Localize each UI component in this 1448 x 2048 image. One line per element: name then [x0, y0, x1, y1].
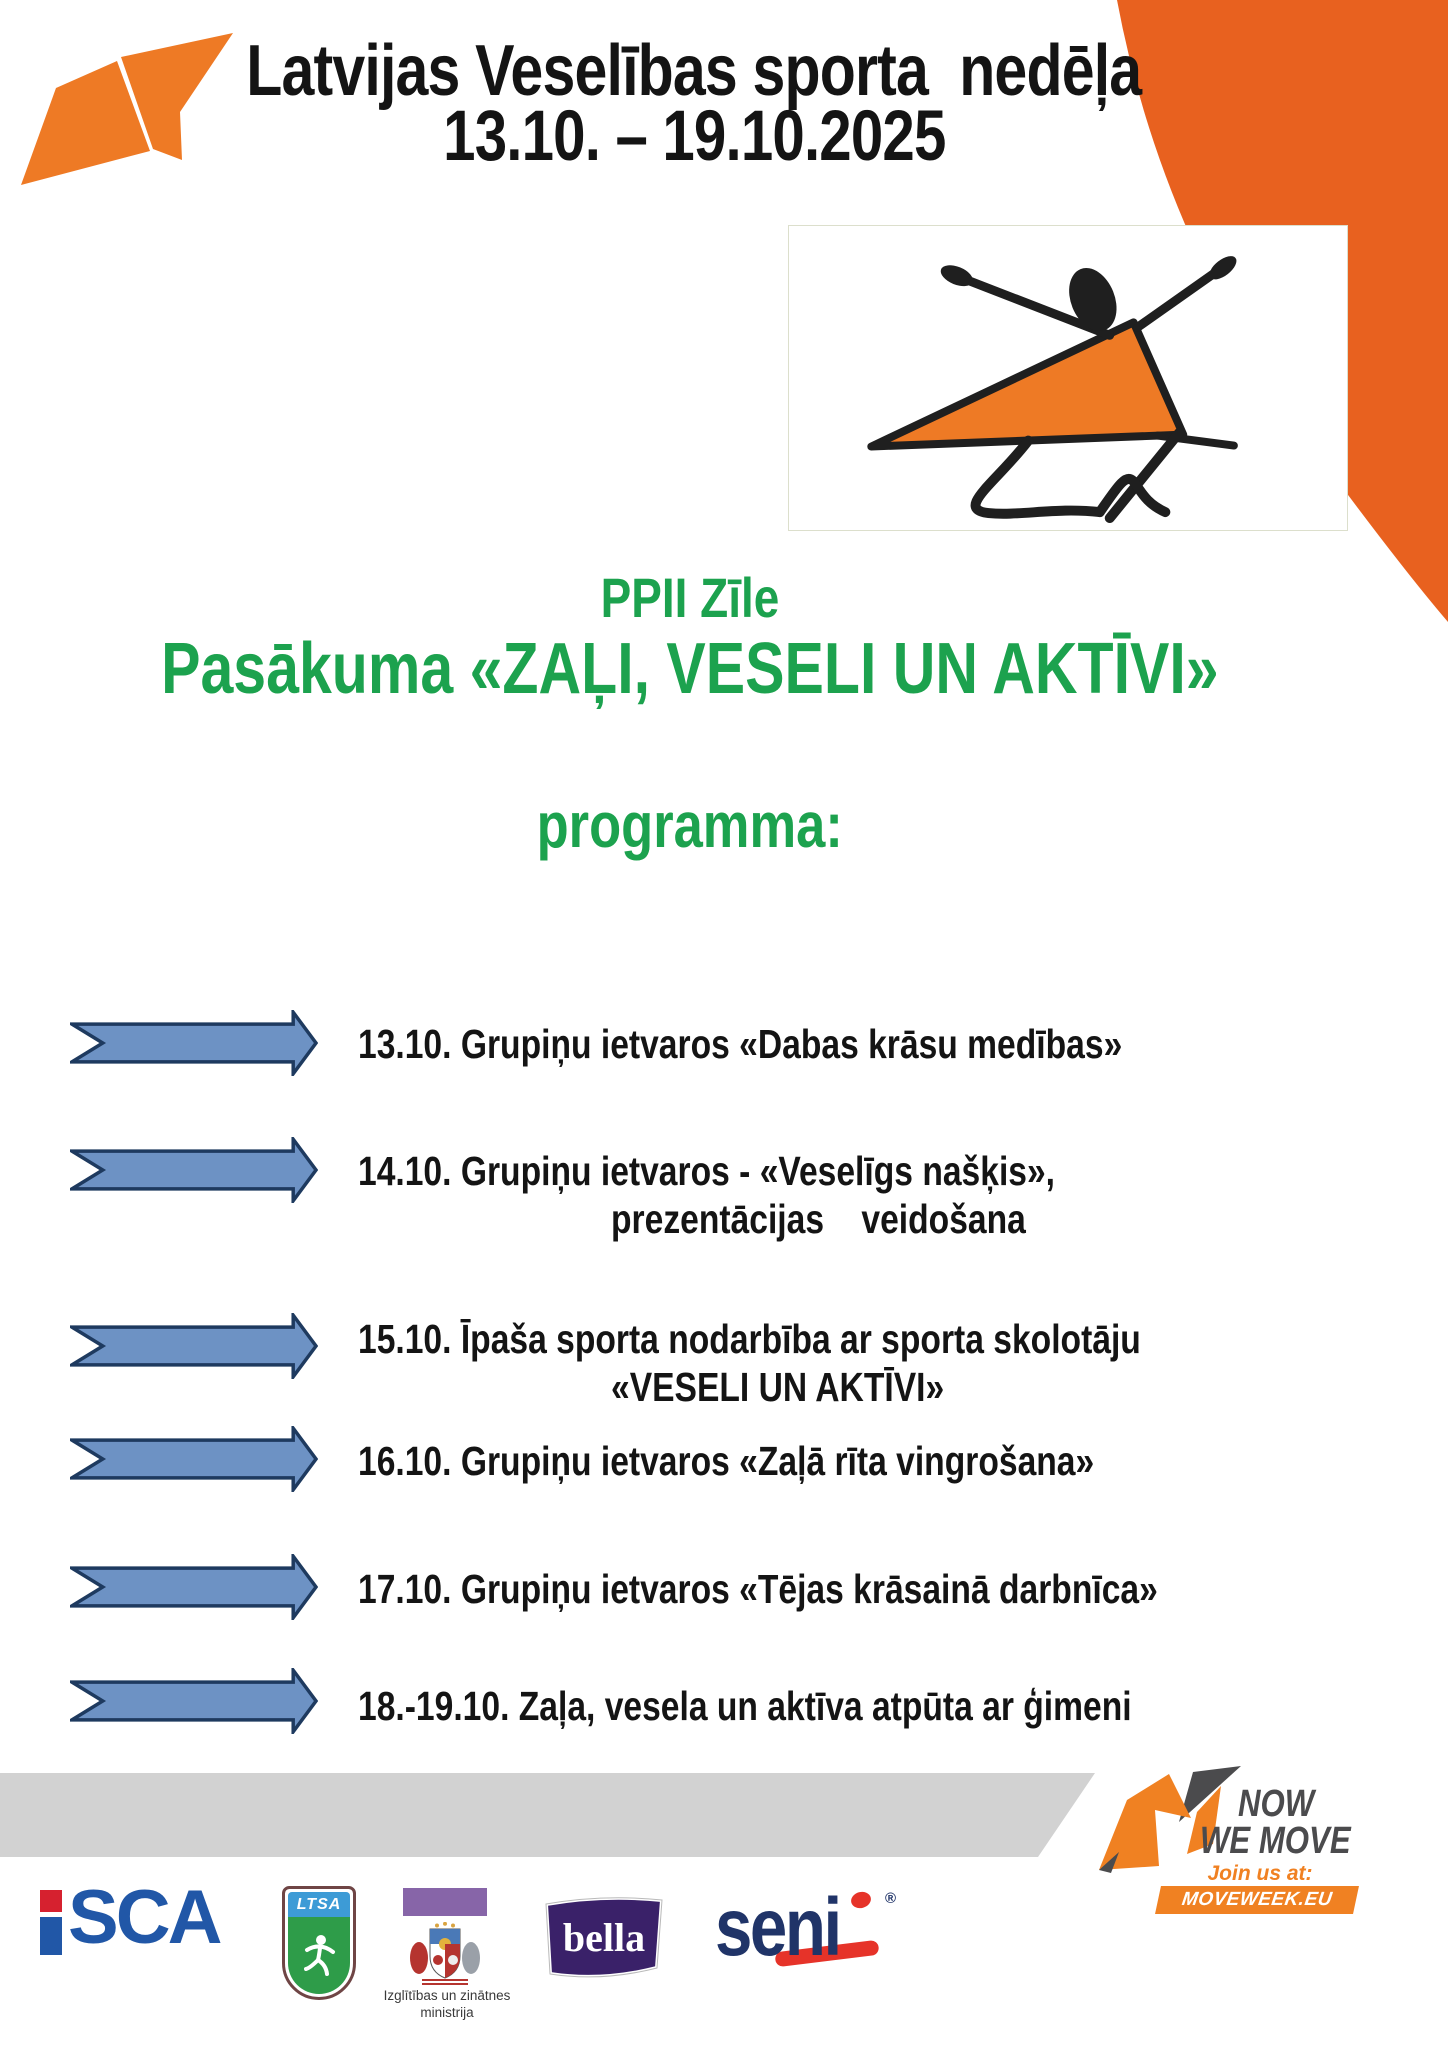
list-arrow-icon	[70, 1313, 318, 1379]
ltsa-label: LTSA	[288, 1892, 350, 1917]
title-line1: Latvijas Veselības sporta nedēļa	[246, 31, 1142, 111]
nwm-join-text: Join us at:	[1207, 1862, 1313, 1885]
program-item-text: 17.10. Grupiņu ietvaros «Tējas krāsainā darbnīca»	[358, 1566, 1158, 1612]
list-arrow-icon	[70, 1010, 318, 1076]
list-arrow-icon	[70, 1137, 318, 1203]
program-item-text: 14.10. Grupiņu ietvaros - «Veselīgs našķis»,	[358, 1148, 1056, 1194]
event-name: Pasākuma «ZAĻI, VESELI UN AKTĪVI»	[161, 629, 1219, 709]
seni-logo	[715, 1882, 925, 1982]
program-item	[358, 1682, 1318, 1730]
program-item-text: 13.10. Grupiņu ietvaros «Dabas krāsu medības»	[358, 1021, 1123, 1067]
program-item	[358, 1565, 1318, 1613]
latvia-coat-of-arms-icon	[404, 1922, 486, 1986]
isca-i-glyph	[40, 1890, 62, 1955]
ltsa-runner-icon	[300, 1933, 338, 1979]
program-item-text: 16.10. Grupiņu ietvaros «Zaļā rīta vingrošana»	[358, 1438, 1095, 1484]
isca-logo	[40, 1875, 220, 1961]
program-item-text2: prezentācijas veidošana	[611, 1196, 1026, 1242]
runner-figure-image	[788, 225, 1348, 531]
seni-red-dot-icon	[849, 1890, 872, 1911]
ministry-purple-bar	[403, 1888, 487, 1916]
program-item-text2: «VESELI UN AKTĪVI»	[611, 1364, 945, 1410]
program-item	[358, 1437, 1318, 1485]
footer-gray-band	[0, 1773, 1100, 1857]
seni-registered-mark: ®	[885, 1890, 897, 1907]
ministry-caption-line1: Izglītības un zinātnes	[383, 1988, 511, 2003]
list-arrow-icon	[70, 1668, 318, 1734]
bella-wordmark: bella	[562, 1915, 646, 1960]
program-item-text: 18.-19.10. Zaļa, vesela un aktīva atpūta ar ģimeni	[358, 1683, 1132, 1729]
program-item-text: 15.10. Īpaša sporta nodarbība ar sporta skolotāju	[358, 1316, 1141, 1362]
programme-heading: programma:	[536, 789, 844, 861]
program-item	[358, 1020, 1318, 1068]
list-arrow-icon	[70, 1426, 318, 1492]
ltsa-badge-logo	[282, 1886, 356, 2000]
nwm-wemove-text: WE MOVE	[1200, 1820, 1351, 1862]
ltsa-runner-area	[288, 1917, 350, 1994]
intro-block	[44, 566, 1336, 708]
moveweek-banner	[1155, 1886, 1359, 1914]
ministry-caption-line2: ministrija	[420, 2004, 474, 2020]
program-item	[358, 1315, 1318, 1411]
list-arrow-icon	[70, 1554, 318, 1620]
title-line2: 13.10. – 19.10.2025	[442, 97, 946, 176]
nwm-now-text: NOW	[1238, 1783, 1315, 1825]
program-item	[358, 1147, 1318, 1243]
organization-name: PPII Zīle	[600, 566, 780, 629]
moveweek-url: MOVEWEEK.EU	[1180, 1889, 1334, 1910]
poster-title	[40, 31, 1348, 176]
ministry-caption	[380, 1988, 514, 2022]
seni-wordmark: seni	[715, 1882, 840, 1973]
runner-figure-icon	[789, 226, 1347, 530]
isca-red-square-icon	[40, 1890, 62, 1912]
isca-i-stem	[40, 1917, 62, 1955]
isca-letters: SCA	[68, 1875, 220, 1960]
bella-logo	[540, 1890, 668, 1984]
